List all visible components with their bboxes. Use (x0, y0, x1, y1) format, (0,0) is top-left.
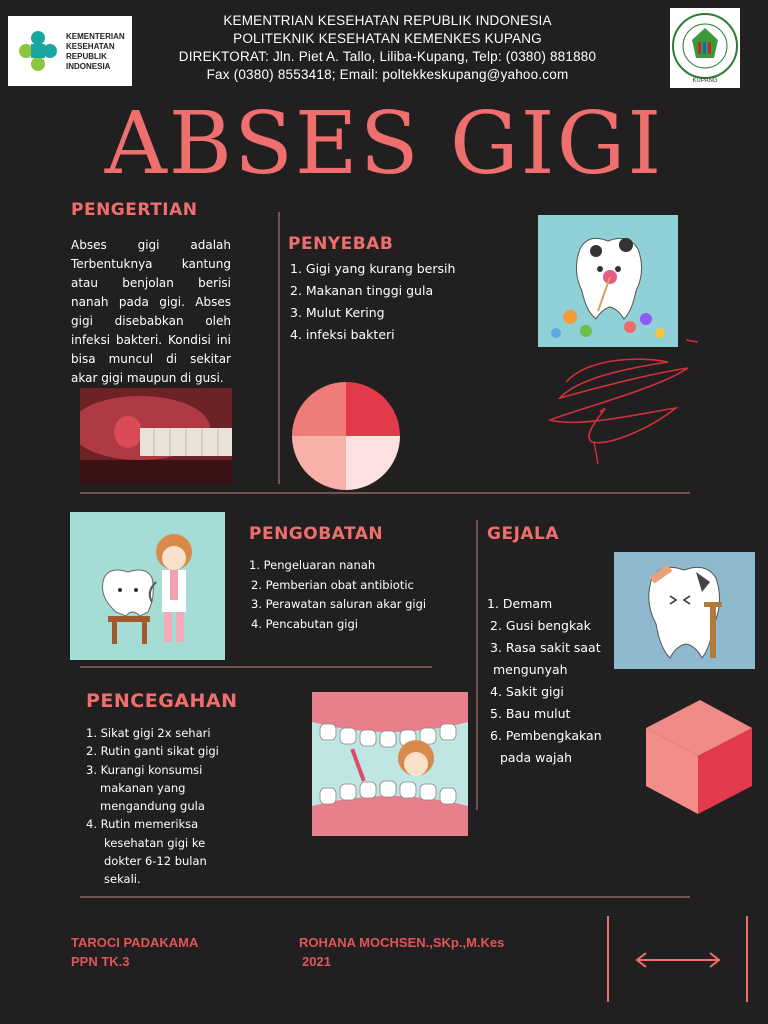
pencegahan-item: 3. Kurangi konsumsi (86, 762, 203, 777)
penyebab-heading: PENYEBAB (288, 234, 394, 254)
header-line-1: KEMENTRIAN KESEHATAN REPUBLIK INDONESIA (223, 13, 552, 28)
gejala-item: 6. Pembengkakan (490, 728, 602, 743)
penyebab-item: 3. Mulut Kering (290, 305, 385, 320)
penyebab-list (290, 258, 490, 346)
footer-bar-right (746, 916, 748, 1002)
author-name: TAROCI PADAKAMA (71, 935, 199, 950)
pengertian-heading: PENGERTIAN (71, 200, 198, 220)
pencegahan-heading: PENCEGAHAN (86, 690, 238, 712)
girl-brushing-teeth-icon (312, 692, 468, 836)
author-class: PPN TK.3 (71, 954, 130, 969)
kemenkes-logo (8, 16, 132, 86)
supervisor-block (299, 933, 504, 971)
author-block (71, 933, 198, 971)
penyebab-item: 2. Makanan tinggi gula (290, 283, 434, 298)
double-arrow-icon (634, 950, 722, 970)
pengobatan-list (249, 556, 469, 634)
pencegahan-item: 4. Rutin memeriksa (86, 817, 199, 832)
pengobatan-item: 2. Pemberian obat antibiotic (251, 577, 414, 592)
kemenkes-logo-text: KEMENTERIAN KESEHATAN REPUBLIK INDONESIA (66, 32, 125, 71)
poltekkes-seal-icon (670, 8, 740, 88)
pencegahan-item: makanan yang (100, 780, 186, 795)
pengobatan-item: 4. Pencabutan gigi (251, 616, 358, 631)
year: 2021 (302, 954, 331, 969)
divider-horizontal-3 (80, 896, 690, 898)
pencegahan-list (86, 724, 256, 889)
gejala-item: 2. Gusi bengkak (490, 618, 591, 633)
poltekkes-logo-caption: KUPANG (692, 78, 718, 84)
pencegahan-item: 2. Rutin ganti sikat gigi (86, 744, 219, 759)
tooth-candy-illustration (538, 215, 678, 347)
quartered-circle-decoration (292, 382, 400, 490)
header-line-4: Fax (0380) 8553418; Email: poltekkeskupang@yahoo.com (206, 67, 569, 82)
toothbrush-illustration (312, 692, 468, 836)
decayed-tooth-candy-icon (538, 215, 678, 347)
abscess-mouth-illustration-icon (80, 388, 232, 484)
gejala-item: pada wajah (500, 750, 573, 765)
cube-decoration (646, 698, 754, 816)
injured-tooth-crutch-icon (614, 552, 755, 669)
divider-vertical-top (278, 212, 280, 484)
supervisor-name: ROHANA MOCHSEN.,SKp.,M.Kes (299, 935, 505, 950)
divider-horizontal-1 (80, 492, 690, 494)
dentist-illustration (70, 512, 225, 660)
penyebab-item: 1. Gigi yang kurang bersih (290, 261, 456, 276)
footer-bar-left (607, 916, 609, 1002)
institution-header (140, 12, 635, 84)
pencegahan-item: mengandung gula (100, 799, 205, 814)
gejala-list (487, 593, 627, 769)
pengobatan-item: 3. Perawatan saluran akar gigi (251, 597, 427, 611)
penyebab-item: 4. infeksi bakteri (290, 327, 395, 342)
poltekkes-logo (670, 8, 740, 88)
gejala-item: 3. Rasa sakit saat (490, 640, 601, 655)
header-line-2: POLITEKNIK KESEHATAN KEMENKES KUPANG (233, 31, 542, 46)
pencegahan-item: kesehatan gigi ke (104, 835, 206, 850)
page-title: ABSES GIGI (104, 94, 664, 194)
gejala-item: 5. Bau mulut (490, 706, 571, 721)
divider-horizontal-2 (80, 666, 432, 668)
dentist-with-tooth-icon (70, 512, 225, 660)
gejala-item: 1. Demam (487, 596, 553, 611)
pencegahan-item: dokter 6-12 bulan (104, 854, 207, 869)
gejala-item: 4. Sakit gigi (490, 684, 564, 699)
pengobatan-item: 1. Pengeluaran nanah (249, 558, 376, 572)
pencegahan-item: sekali. (104, 872, 141, 887)
sick-tooth-illustration (614, 552, 755, 669)
header-line-3: DIREKTORAT: Jln. Piet A. Tallo, Liliba-Kupang, Telp: (0380) 881880 (178, 49, 597, 64)
divider-vertical-middle (476, 520, 478, 810)
gejala-heading: GEJALA (487, 524, 560, 544)
gejala-item: mengunyah (493, 662, 568, 677)
pencegahan-item: 1. Sikat gigi 2x sehari (86, 726, 211, 740)
pengertian-text: Abses gigi adalah Terbentuknya kantung atau benjolan berisi nanah pada gigi. Abses gigi disebabkan oleh infeksi bakteri. Kondisi ini bisa muncul di sekitar akar gigi maupun di gusi. (71, 238, 231, 385)
pengobatan-heading: PENGOBATAN (249, 524, 384, 544)
scribble-decoration (548, 338, 698, 468)
abscess-photo (80, 388, 232, 484)
